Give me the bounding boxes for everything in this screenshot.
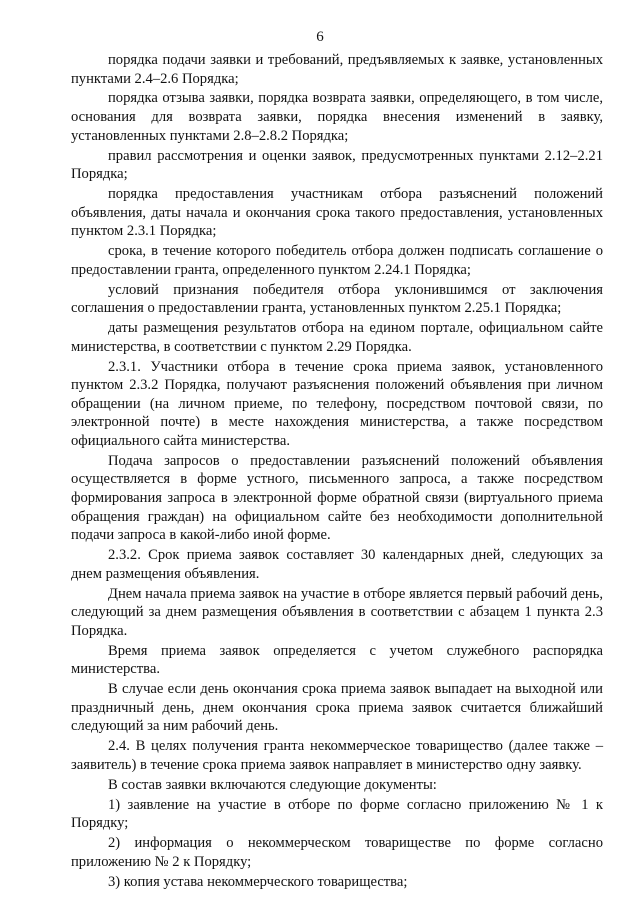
paragraph: срока, в течение которого победитель отбора должен подписать соглашение о предоставлении гранта, определенного пунктом 2.24.1 Порядка; — [71, 243, 603, 278]
paragraph: порядка отзыва заявки, порядка возврата заявки, определяющего, в том числе, основания для возврата заявки, порядка внесения изменений в заявку, установленных пунктами 2.8–2.8.2 Порядка; — [71, 90, 603, 144]
paragraph: даты размещения результатов отбора на едином портале, официальном сайте министерства, в соответствии с пунктом 2.29 Порядка. — [71, 320, 603, 355]
paragraph: В состав заявки включаются следующие документы: — [108, 776, 437, 793]
paragraph: 2.3.2. Срок приема заявок составляет 30 календарных дней, следующих за днем размещения объявления. — [71, 547, 603, 582]
paragraph: условий признания победителя отбора уклонившимся от заключения соглашения о предоставлении гранта, установленных пунктом 2.25.1 Порядка; — [71, 281, 603, 317]
paragraph: Подача запросов о предоставлении разъяснений положений объявления осуществляется в форме устного, письменного запроса, а также посредством формирования запроса в электронной форме обратной связи (виртуального приема обращения граждан) на официальном сайте без необходимости дополнительной подачи запроса в какой-либо иной форме. — [71, 452, 603, 544]
paragraph: 1) заявление на участие в отборе по форме согласно приложению № 1 к Порядку; — [71, 796, 603, 832]
document-body — [71, 51, 603, 892]
paragraph: 2) информация о некоммерческом товариществе по форме согласно приложению № 2 к Порядку; — [71, 835, 603, 870]
paragraph: 2.4. В целях получения гранта некоммерческое товарищество (далее также – заявитель) в течение срока приема заявок направляет в министерство одну заявку. — [71, 738, 603, 773]
paragraph: Днем начала приема заявок на участие в отборе является первый рабочий день, следующий за днем размещения объявления в соответствии с абзацем 1 пункта 2.3 Порядка. — [71, 585, 603, 639]
page-number: 6 — [316, 29, 324, 45]
paragraph: В случае если день окончания срока приема заявок выпадает на выходной или праздничный день, днем окончания срока приема заявок считается ближайший следующий за ним рабочий день. — [71, 681, 603, 735]
paragraph: 3) копия устава некоммерческого товарищества; — [108, 873, 408, 890]
paragraph: порядка предоставления участникам отбора разъяснений положений объявления, даты начала и окончания срока такого предоставления, установленных пунктом 2.3.1 Порядка; — [71, 186, 603, 240]
paragraph: порядка подачи заявки и требований, предъявляемых к заявке, установленных пунктами 2.4–2.6 Порядка; — [71, 52, 603, 87]
paragraph: Время приема заявок определяется с учетом служебного распорядка министерства. — [71, 642, 603, 678]
paragraph: 2.3.1. Участники отбора в течение срока приема заявок, установленного пунктом 2.3.2 Порядка, получают разъяснения положений объявления при личном обращении (на личном приеме, по телефону, посредством почтовой связи, по электронной почте) в месте нахождения министерства, а также посредством официального сайта министерства. — [71, 358, 603, 449]
paragraph: правил рассмотрения и оценки заявок, предусмотренных пунктами 2.12–2.21 Порядка; — [71, 147, 603, 183]
